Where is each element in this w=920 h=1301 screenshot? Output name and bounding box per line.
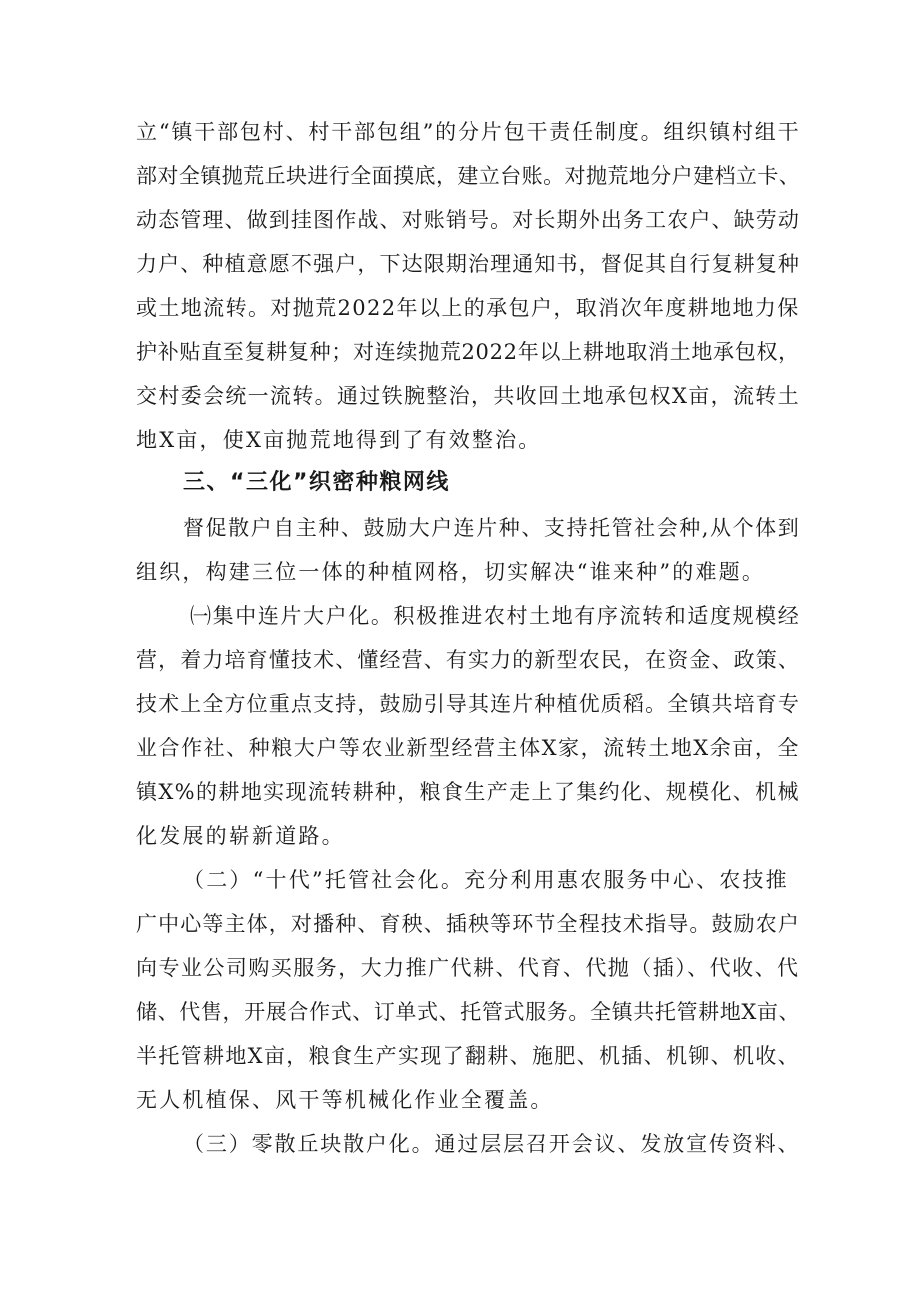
paragraph-3-line-2: 营，着力培育懂技术、懂经营、有实力的新型农民，在资金、政策、 bbox=[136, 648, 800, 672]
paragraph-1-line-1: 立“镇干部包村、村干部包组”的分片包干责任制度。组织镇村组干 bbox=[136, 120, 801, 144]
paragraph-3-line-6: 化发展的崭新道路。 bbox=[136, 824, 345, 848]
paragraph-3-line-5: 镇X%的耕地实现流转耕种，粮食生产走上了集约化、规模化、机械 bbox=[136, 780, 800, 804]
paragraph-1-line-8: 地X亩，使X亩抛荒地得到了有效整治。 bbox=[136, 428, 542, 452]
paragraph-4-line-6: 无人机植保、风干等机械化作业全覆盖。 bbox=[136, 1088, 554, 1112]
paragraph-4-line-3: 向专业公司购买服务，大力推广代耕、代育、代抛（插）、代收、代 bbox=[136, 956, 800, 980]
paragraph-3-line-4: 业合作社、种粮大户等农业新型经营主体X家，流转土地X余亩，全 bbox=[136, 736, 800, 760]
paragraph-1-line-3: 动态管理、做到挂图作战、对账销号。对长期外出务工农户、缺劳动 bbox=[136, 208, 800, 232]
paragraph-3-line-1: ㈠集中连片大户化。积极推进农村土地有序流转和适度规模经 bbox=[190, 604, 801, 628]
paragraph-4-line-4: 储、代售，开展合作式、订单式、托管式服务。全镇共托管耕地X亩、 bbox=[136, 1000, 801, 1024]
paragraph-2-line-1: 督促散户自主种、鼓励大户连片种、支持托管社会种,从个体到 bbox=[183, 516, 801, 540]
paragraph-4-line-2: 广中心等主体，对播种、育秧、插秧等环节全程技术指导。鼓励农户 bbox=[136, 912, 800, 936]
paragraph-1-line-7: 交村委会统一流转。通过铁腕整治，共收回土地承包权X亩，流转土 bbox=[136, 384, 800, 408]
paragraph-5-line-1: （三）零散丘块散户化。通过层层召开会议、发放宣传资料、 bbox=[183, 1132, 801, 1156]
paragraph-2-line-2: 组织，构建三位一体的种植网格，切实解决“谁来种”的难题。 bbox=[136, 560, 766, 584]
section-heading: 三、“三化”织密种粮网线 bbox=[183, 470, 450, 495]
paragraph-1-line-4: 力户、种植意愿不强户，下达限期治理通知书，督促其自行复耕复种 bbox=[136, 252, 800, 276]
paragraph-4-line-1: （二）“十代”托管社会化。充分利用惠农服务中心、农技推 bbox=[183, 868, 789, 892]
paragraph-4-line-5: 半托管耕地X亩，粮食生产实现了翻耕、施肥、机插、机铆、机收、 bbox=[136, 1044, 800, 1068]
paragraph-1-line-2: 部对全镇抛荒丘块进行全面摸底，建立台账。对抛荒地分户建档立卡、 bbox=[136, 164, 801, 188]
paragraph-3-line-3: 技术上全方位重点支持，鼓励引导其连片种植优质稻。全镇共培育专 bbox=[136, 692, 800, 716]
paragraph-1-line-6: 护补贴直至复耕复种；对连续抛荒2022年以上耕地取消土地承包权， bbox=[136, 340, 800, 364]
paragraph-1-line-5: 或土地流转。对抛荒2022年以上的承包户，取消次年度耕地地力保 bbox=[136, 296, 800, 320]
